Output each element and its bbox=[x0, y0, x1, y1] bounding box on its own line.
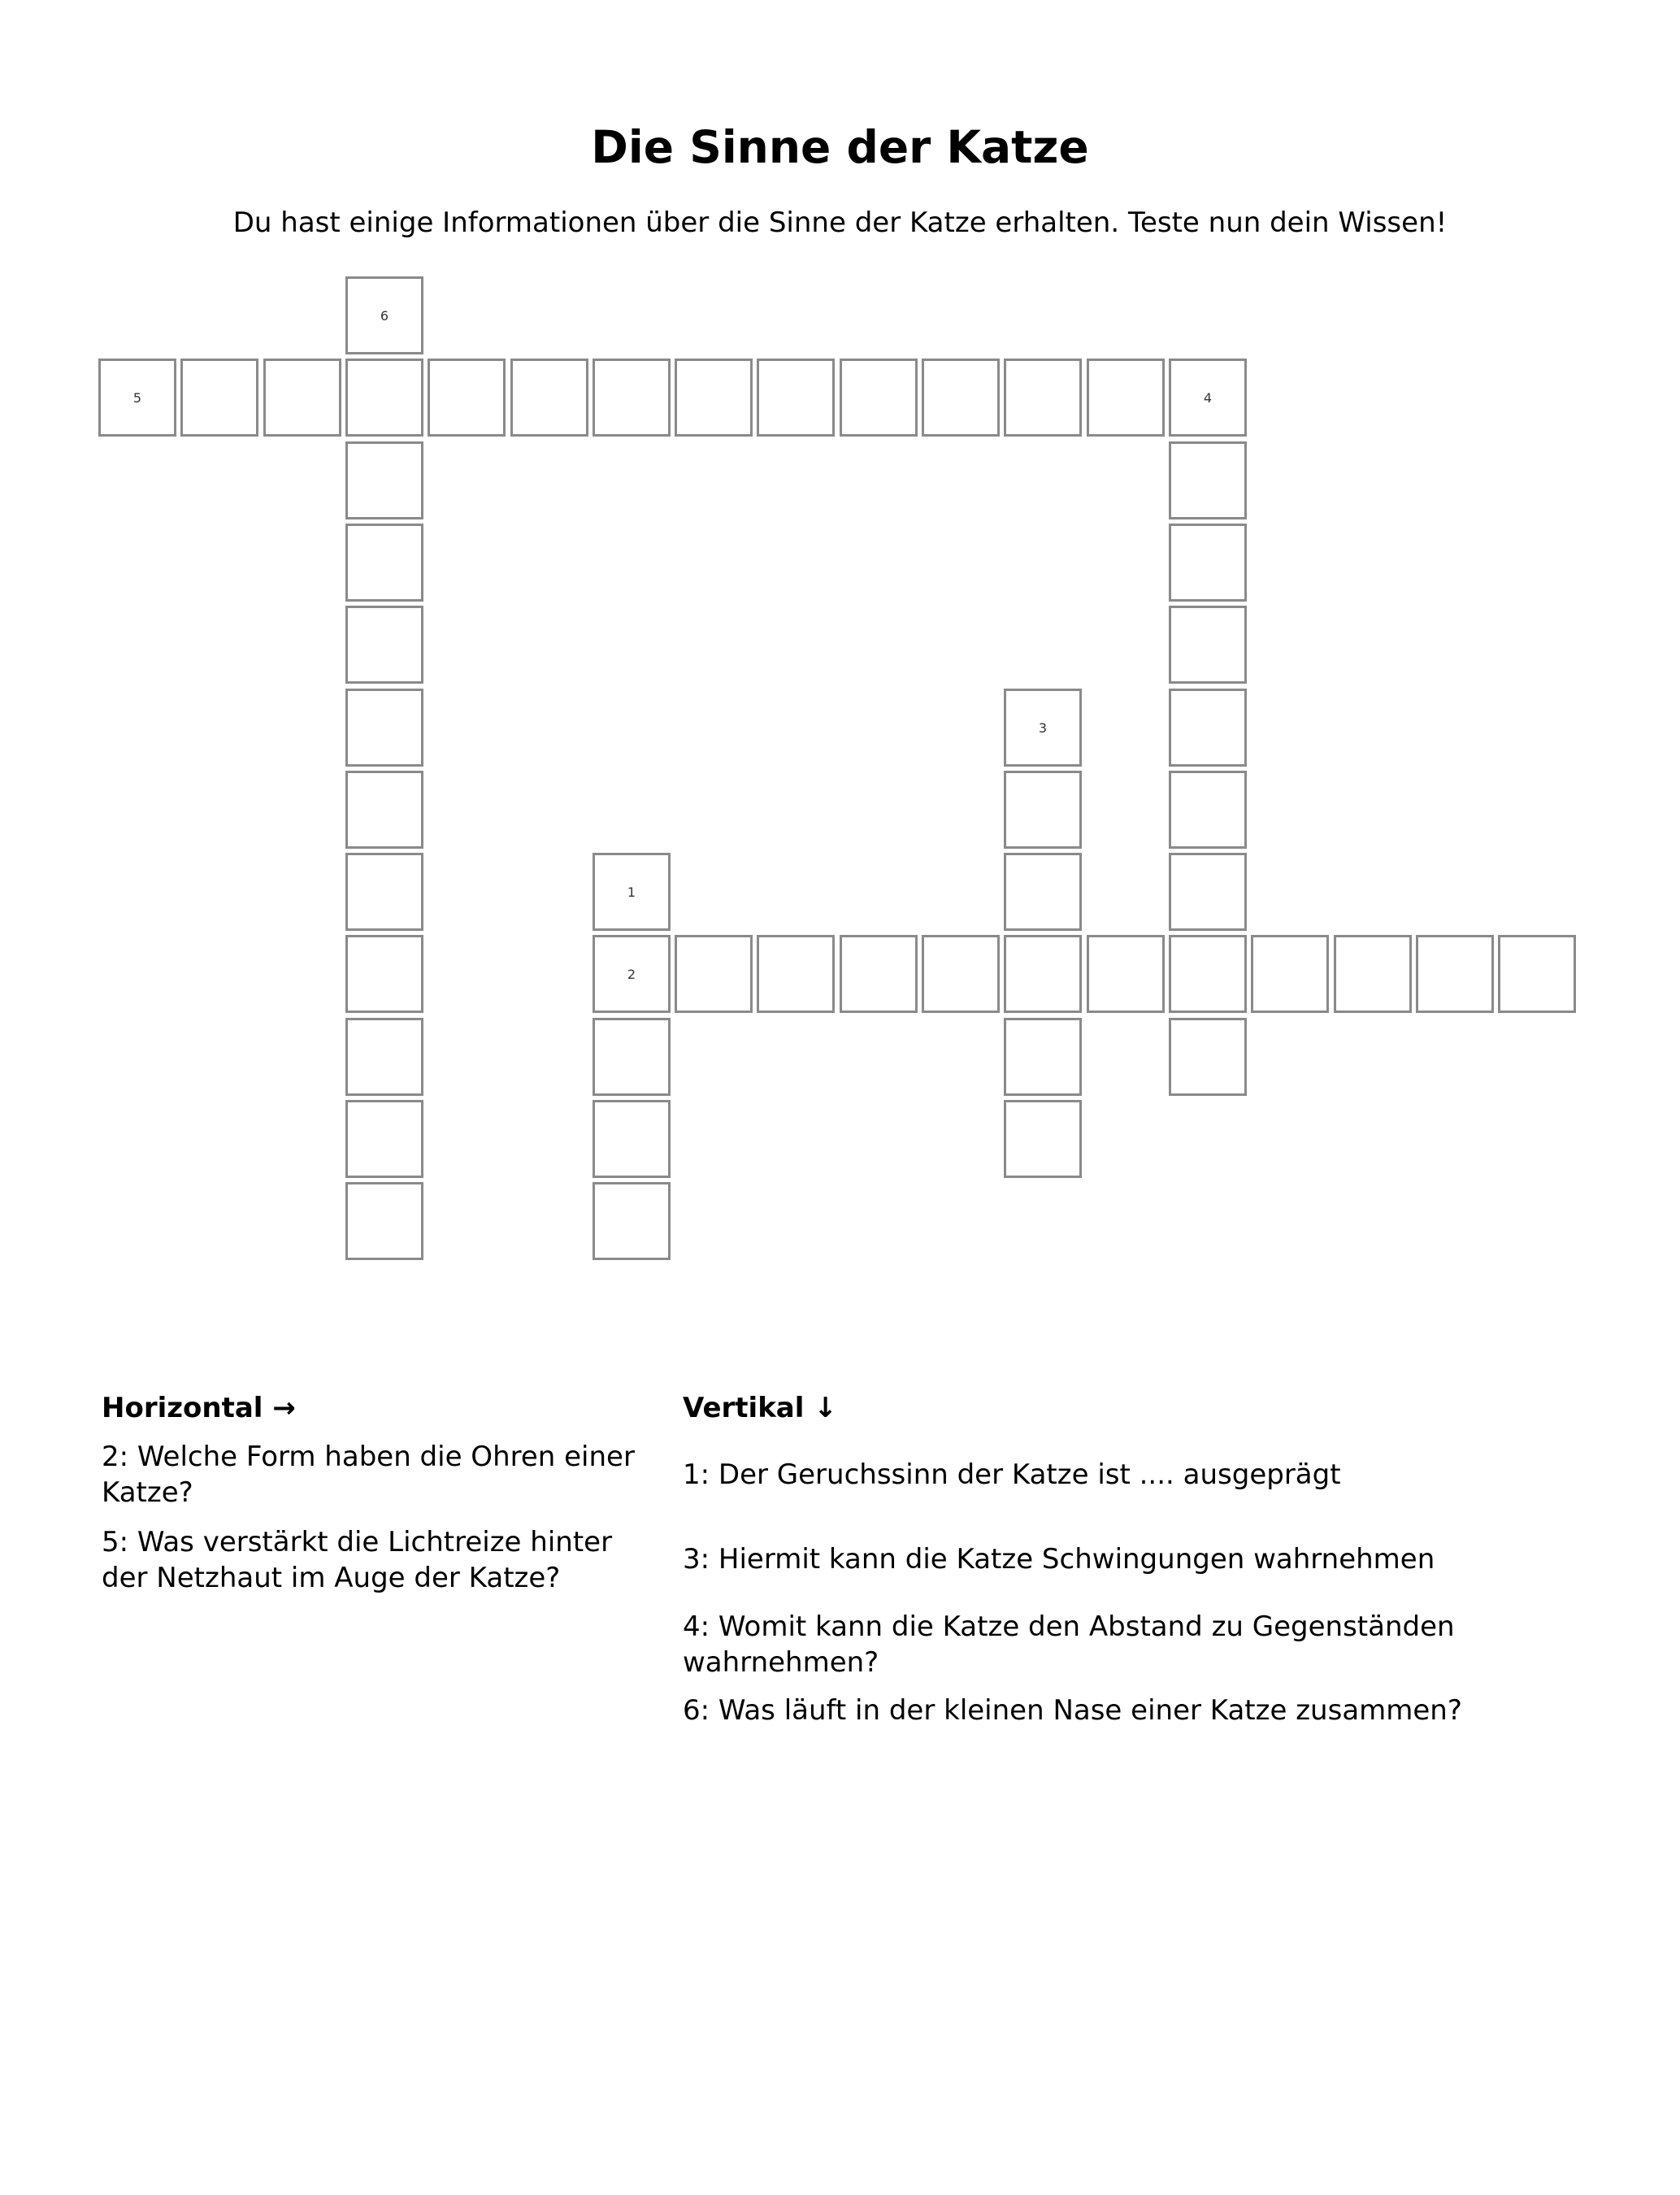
crossword-cell[interactable] bbox=[345, 771, 423, 849]
crossword-cell[interactable] bbox=[1498, 935, 1576, 1013]
crossword-cell[interactable] bbox=[1004, 1018, 1082, 1096]
down-clue-3 bbox=[683, 1541, 1435, 1577]
crossword-cell[interactable] bbox=[1169, 935, 1247, 1013]
clue-text-line: 5: Was verstärkt die Lichtreize hinter bbox=[102, 1526, 613, 1558]
crossword-cell[interactable] bbox=[1169, 606, 1247, 684]
crossword-cell[interactable] bbox=[593, 1182, 671, 1260]
crossword-cell[interactable] bbox=[757, 359, 835, 437]
across-clue-2 bbox=[102, 1439, 635, 1510]
crossword-cell[interactable] bbox=[675, 935, 753, 1013]
crossword-cell[interactable] bbox=[345, 853, 423, 931]
crossword-cell[interactable] bbox=[263, 359, 341, 437]
crossword-cell[interactable] bbox=[345, 1100, 423, 1178]
crossword-cell[interactable] bbox=[922, 359, 1000, 437]
crossword-cell[interactable] bbox=[1087, 935, 1165, 1013]
clue-text-line: 4: Womit kann die Katze den Abstand zu Gegenständen bbox=[683, 1610, 1455, 1643]
clue-number: 6 bbox=[380, 307, 389, 324]
crossword-cell[interactable] bbox=[675, 359, 753, 437]
crossword-cell[interactable] bbox=[1169, 771, 1247, 849]
down-clue-4 bbox=[683, 1609, 1455, 1680]
crossword-cell[interactable] bbox=[180, 359, 258, 437]
crossword-cell[interactable] bbox=[345, 524, 423, 602]
crossword-cell[interactable] bbox=[1004, 771, 1082, 849]
clue-number: 1 bbox=[627, 884, 636, 900]
crossword-cell[interactable] bbox=[1169, 359, 1247, 437]
crossword-cell[interactable] bbox=[1334, 935, 1412, 1013]
crossword-cell[interactable] bbox=[1416, 935, 1494, 1013]
crossword-cell[interactable] bbox=[1004, 689, 1082, 767]
clue-text-line: der Netzhaut im Auge der Katze? bbox=[102, 1562, 561, 1594]
crossword-cell[interactable] bbox=[593, 1018, 671, 1096]
clue-text-line: wahrnehmen? bbox=[683, 1646, 879, 1679]
crossword-cell[interactable] bbox=[345, 1182, 423, 1260]
crossword-cell[interactable] bbox=[1169, 524, 1247, 602]
crossword-cell[interactable] bbox=[922, 935, 1000, 1013]
clue-text-line: 6: Was läuft in der kleinen Nase einer Katze zusammen? bbox=[683, 1694, 1462, 1727]
clue-text-line: 3: Hiermit kann die Katze Schwingungen wahrnehmen bbox=[683, 1543, 1435, 1576]
crossword-cell[interactable] bbox=[1169, 441, 1247, 519]
down-heading: Vertikal ↓ bbox=[683, 1392, 837, 1424]
down-clue-1 bbox=[683, 1457, 1341, 1493]
crossword-cell[interactable] bbox=[593, 1100, 671, 1178]
crossword-cell[interactable] bbox=[593, 359, 671, 437]
crossword-cell[interactable] bbox=[1004, 935, 1082, 1013]
crossword-cell[interactable] bbox=[345, 689, 423, 767]
crossword-cell[interactable] bbox=[428, 359, 506, 437]
crossword-cell[interactable] bbox=[345, 359, 423, 437]
page-title: Die Sinne der Katze bbox=[591, 121, 1089, 173]
crossword-cell[interactable] bbox=[1004, 1100, 1082, 1178]
clue-text-line: 2: Welche Form haben die Ohren einer bbox=[102, 1441, 635, 1473]
across-clue-5 bbox=[102, 1524, 612, 1596]
crossword-cell[interactable] bbox=[1169, 853, 1247, 931]
crossword-cell[interactable] bbox=[345, 935, 423, 1013]
clue-text-line: Katze? bbox=[102, 1476, 193, 1509]
crossword-cell[interactable] bbox=[1169, 1018, 1247, 1096]
crossword-cell[interactable] bbox=[593, 935, 671, 1013]
crossword-cell[interactable] bbox=[98, 359, 176, 437]
across-heading: Horizontal → bbox=[102, 1392, 296, 1424]
crossword-cell[interactable] bbox=[345, 276, 423, 354]
instructions: Du hast einige Informationen über die Sinne der Katze erhalten. Teste nun dein Wissen! bbox=[232, 206, 1448, 239]
clue-number: 5 bbox=[132, 389, 142, 406]
crossword-cell[interactable] bbox=[840, 935, 918, 1013]
down-clue-6 bbox=[683, 1693, 1462, 1728]
crossword-cell[interactable] bbox=[1004, 359, 1082, 437]
clue-number: 2 bbox=[627, 966, 636, 982]
crossword-cell[interactable] bbox=[593, 853, 671, 931]
crossword-cell[interactable] bbox=[1169, 689, 1247, 767]
clue-number: 3 bbox=[1038, 719, 1048, 736]
crossword-cell[interactable] bbox=[345, 441, 423, 519]
crossword-cell[interactable] bbox=[840, 359, 918, 437]
crossword-cell[interactable] bbox=[1251, 935, 1329, 1013]
clue-text-line: 1: Der Geruchssinn der Katze ist .... ausgeprägt bbox=[683, 1458, 1341, 1491]
crossword-cell[interactable] bbox=[1004, 853, 1082, 931]
crossword-cell[interactable] bbox=[345, 1018, 423, 1096]
crossword-cell[interactable] bbox=[757, 935, 835, 1013]
clue-number: 4 bbox=[1203, 389, 1213, 406]
crossword-cell[interactable] bbox=[345, 606, 423, 684]
crossword-cell[interactable] bbox=[510, 359, 588, 437]
crossword-cell[interactable] bbox=[1087, 359, 1165, 437]
